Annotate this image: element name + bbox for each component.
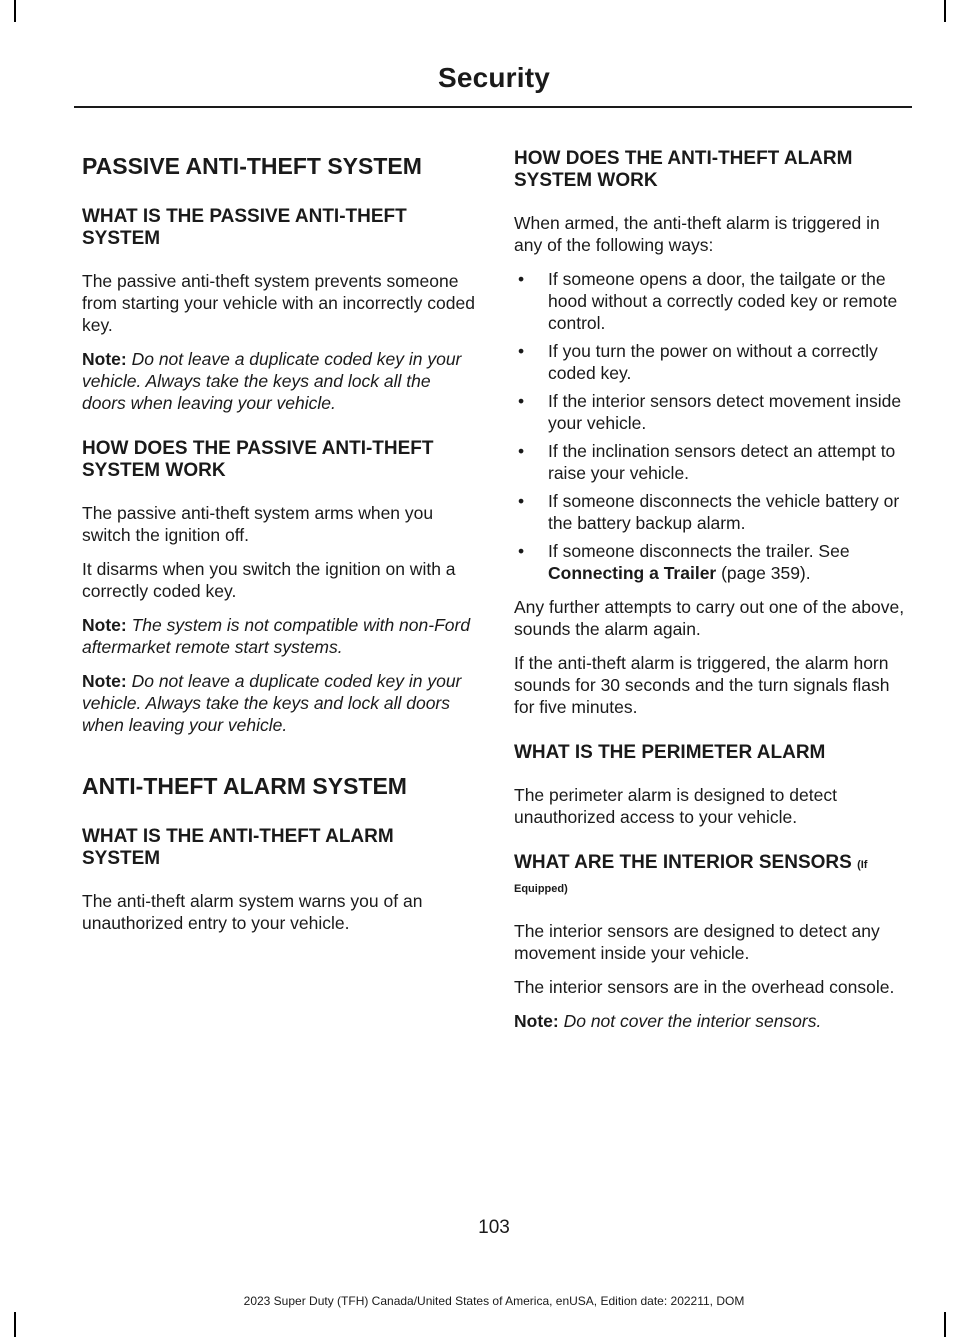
- bullet: •: [518, 341, 525, 361]
- crop-mark-top-right: [944, 0, 946, 22]
- list-item: • If someone disconnects the vehicle battery or the battery backup alarm.: [518, 491, 900, 533]
- note-label: Note:: [82, 349, 127, 369]
- if-equipped-tag: (If Equipped): [514, 859, 868, 895]
- paragraph: The passive anti-theft system prevents someone from starting your vehicle with an incorrectly coded key.: [82, 271, 475, 335]
- paragraph: Any further attempts to carry out one of the above, sounds the alarm again.: [514, 597, 905, 639]
- list-item: • If you turn the power on without a correctly coded key.: [518, 341, 878, 383]
- bullet: •: [518, 491, 525, 511]
- list-item: • If someone opens a door, the tailgate or the hood without a correctly coded key or remote control.: [518, 269, 898, 333]
- paragraph: When armed, the anti-theft alarm is triggered in any of the following ways:: [514, 213, 880, 255]
- paragraph: The interior sensors are in the overhead console.: [514, 977, 895, 997]
- paragraph: It disarms when you switch the ignition on with a correctly coded key.: [82, 559, 456, 601]
- note-text: Do not cover the interior sensors.: [563, 1011, 822, 1031]
- subheading-what-is-alarm: WHAT IS THE ANTI-THEFT ALARM SYSTEM: [82, 826, 394, 869]
- footer-edition-info: 2023 Super Duty (TFH) Canada/United States of America, enUSA, Edition date: 202211, DOM: [243, 1294, 745, 1308]
- bullet: •: [518, 269, 525, 289]
- list-item: • If the inclination sensors detect an attempt to raise your vehicle.: [518, 441, 896, 483]
- paragraph: The anti-theft alarm system warns you of an unauthorized entry to your vehicle.: [82, 891, 423, 933]
- paragraph: The passive anti-theft system arms when you switch the ignition off.: [82, 503, 434, 545]
- header-rule: [74, 106, 912, 108]
- note-label: Note:: [82, 615, 127, 635]
- page-title: Security: [437, 62, 551, 93]
- subheading-how-does-passive-work: HOW DOES THE PASSIVE ANTI-THEFT SYSTEM WORK: [82, 438, 434, 481]
- bullet: •: [518, 391, 525, 411]
- section-heading-anti-theft-alarm: ANTI-THEFT ALARM SYSTEM: [82, 773, 407, 799]
- bullet: •: [518, 441, 525, 461]
- note-paragraph: [82, 614, 475, 658]
- paragraph: The perimeter alarm is designed to detect unauthorized access to your vehicle.: [514, 785, 837, 827]
- paragraph: The interior sensors are designed to detect any movement inside your vehicle.: [514, 921, 880, 963]
- note-paragraph: [82, 670, 475, 736]
- crop-mark-bottom-right: [944, 1312, 946, 1337]
- list-item: • If someone disconnects the trailer. See Connecting a Trailer (page 359).: [518, 541, 850, 583]
- left-column: [82, 148, 475, 946]
- subheading-interior-sensors: WHAT ARE THE INTERIOR SENSORS (If Equipped): [514, 852, 868, 895]
- section-heading-passive-anti-theft: PASSIVE ANTI-THEFT SYSTEM: [82, 153, 422, 179]
- paragraph: If the anti-theft alarm is triggered, the alarm horn sounds for 30 seconds and the turn signals flash for five minutes.: [514, 653, 890, 717]
- subheading-perimeter-alarm: WHAT IS THE PERIMETER ALARM: [514, 742, 826, 763]
- note-text: The system is not compatible with non-Ford aftermarket remote start systems.: [82, 615, 471, 657]
- crop-mark-top-left: [14, 0, 16, 22]
- bullet: •: [518, 541, 525, 561]
- note-label: Note:: [82, 671, 127, 691]
- note-text: Do not leave a duplicate coded key in your vehicle. Always take the keys and lock all doors when leaving your vehicle.: [82, 671, 462, 735]
- right-column: [514, 148, 908, 1044]
- subheading-what-is-passive: WHAT IS THE PASSIVE ANTI-THEFT SYSTEM: [82, 206, 407, 249]
- note-label: Note:: [514, 1011, 559, 1031]
- note-paragraph: [514, 1010, 908, 1032]
- note-text: Do not leave a duplicate coded key in your vehicle. Always take the keys and lock all the doors when leaving your vehicle.: [82, 349, 462, 413]
- page-number: 103: [478, 1217, 510, 1238]
- trigger-list: [514, 268, 908, 584]
- list-item: • If the interior sensors detect movement inside your vehicle.: [518, 391, 902, 433]
- crop-mark-bottom-left: [14, 1312, 16, 1337]
- subheading-how-does-alarm-work: HOW DOES THE ANTI-THEFT ALARM SYSTEM WORK: [514, 148, 853, 191]
- cross-reference-link[interactable]: Connecting a Trailer: [548, 563, 717, 583]
- note-paragraph: [82, 348, 475, 414]
